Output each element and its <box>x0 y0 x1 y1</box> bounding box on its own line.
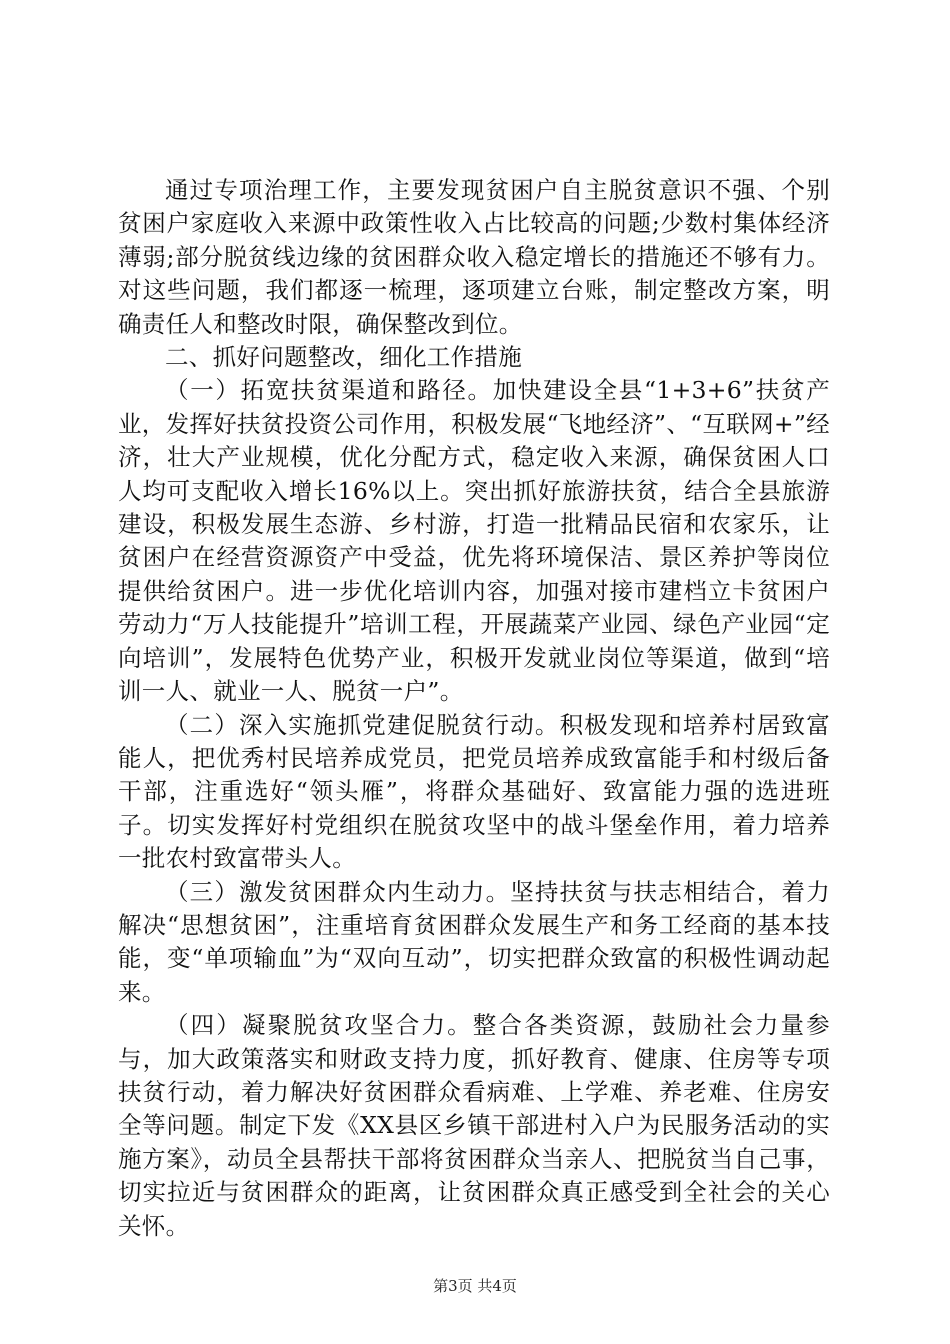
paragraph-measure-3: （三）激发贫困群众内生动力。坚持扶贫与扶志相结合，着力解决“思想贫困”，注重培育贫困群众发展生产和务工经商的基本技能，变“单项输血”为“双向互动”，切实把群众致富的积极性调动起来。 <box>118 877 830 1006</box>
paragraph-measure-1: （一）拓宽扶贫渠道和路径。加快建设全县“1+3+6”扶贫产业，发挥好扶贫投资公司作用，积极发展“飞地经济”、“互联网+”经济，壮大产业规模，优化分配方式，稳定收入来源，确保贫困人口人均可支配收入增长16%以上。突出抓好旅游扶贫，结合全县旅游建设，积极发展生态游、乡村游，打造一批精品民宿和农家乐，让贫困户在经营资源资产中受益，优先将环境保洁、景区养护等岗位提供给贫困户。进一步优化培训内容，加强对接市建档立卡贫困户劳动力“万人技能提升”培训工程，开展蔬菜产业园、绿色产业园“定向培训”，发展特色优势产业，积极开发就业岗位等渠道，做到“培训一人、就业一人、脱贫一户”。 <box>118 376 830 706</box>
paragraph-findings: 通过专项治理工作，主要发现贫困户自主脱贫意识不强、个别贫困户家庭收入来源中政策性收入占比较高的问题;少数村集体经济薄弱;部分脱贫线边缘的贫困群众收入稳定增长的措施还不够有力。对这些问题，我们都逐一梳理，逐项建立台账，制定整改方案，明确责任人和整改时限，确保整改到位。 <box>118 176 830 338</box>
paragraph-measure-4: （四）凝聚脱贫攻坚合力。整合各类资源，鼓励社会力量参与，加大政策落实和财政支持力度，抓好教育、健康、住房等专项扶贫行动，着力解决好贫困群众看病难、上学难、养老难、住房安全等问题。制定下发《XX县区乡镇干部进村入户为民服务活动的实施方案》，动员全县帮扶干部将贫困群众当亲人、把脱贫当自己事，切实拉近与贫困群众的距离，让贫困群众真正感受到全社会的关心关怀。 <box>118 1011 830 1240</box>
paragraph-measure-2: （二）深入实施抓党建促脱贫行动。积极发现和培养村居致富能人，把优秀村民培养成党员，把党员培养成致富能手和村级后备干部，注重选好“领头雁”，将群众基础好、致富能力强的选进班子。切实发挥好村党组织在脱贫攻坚中的战斗堡垒作用，着力培养一批农村致富带头人。 <box>118 710 830 873</box>
section-heading: 二、抓好问题整改，细化工作措施 <box>165 343 522 372</box>
document-body <box>118 174 830 1243</box>
page-footer: 第3页 共4页 <box>433 1277 517 1295</box>
